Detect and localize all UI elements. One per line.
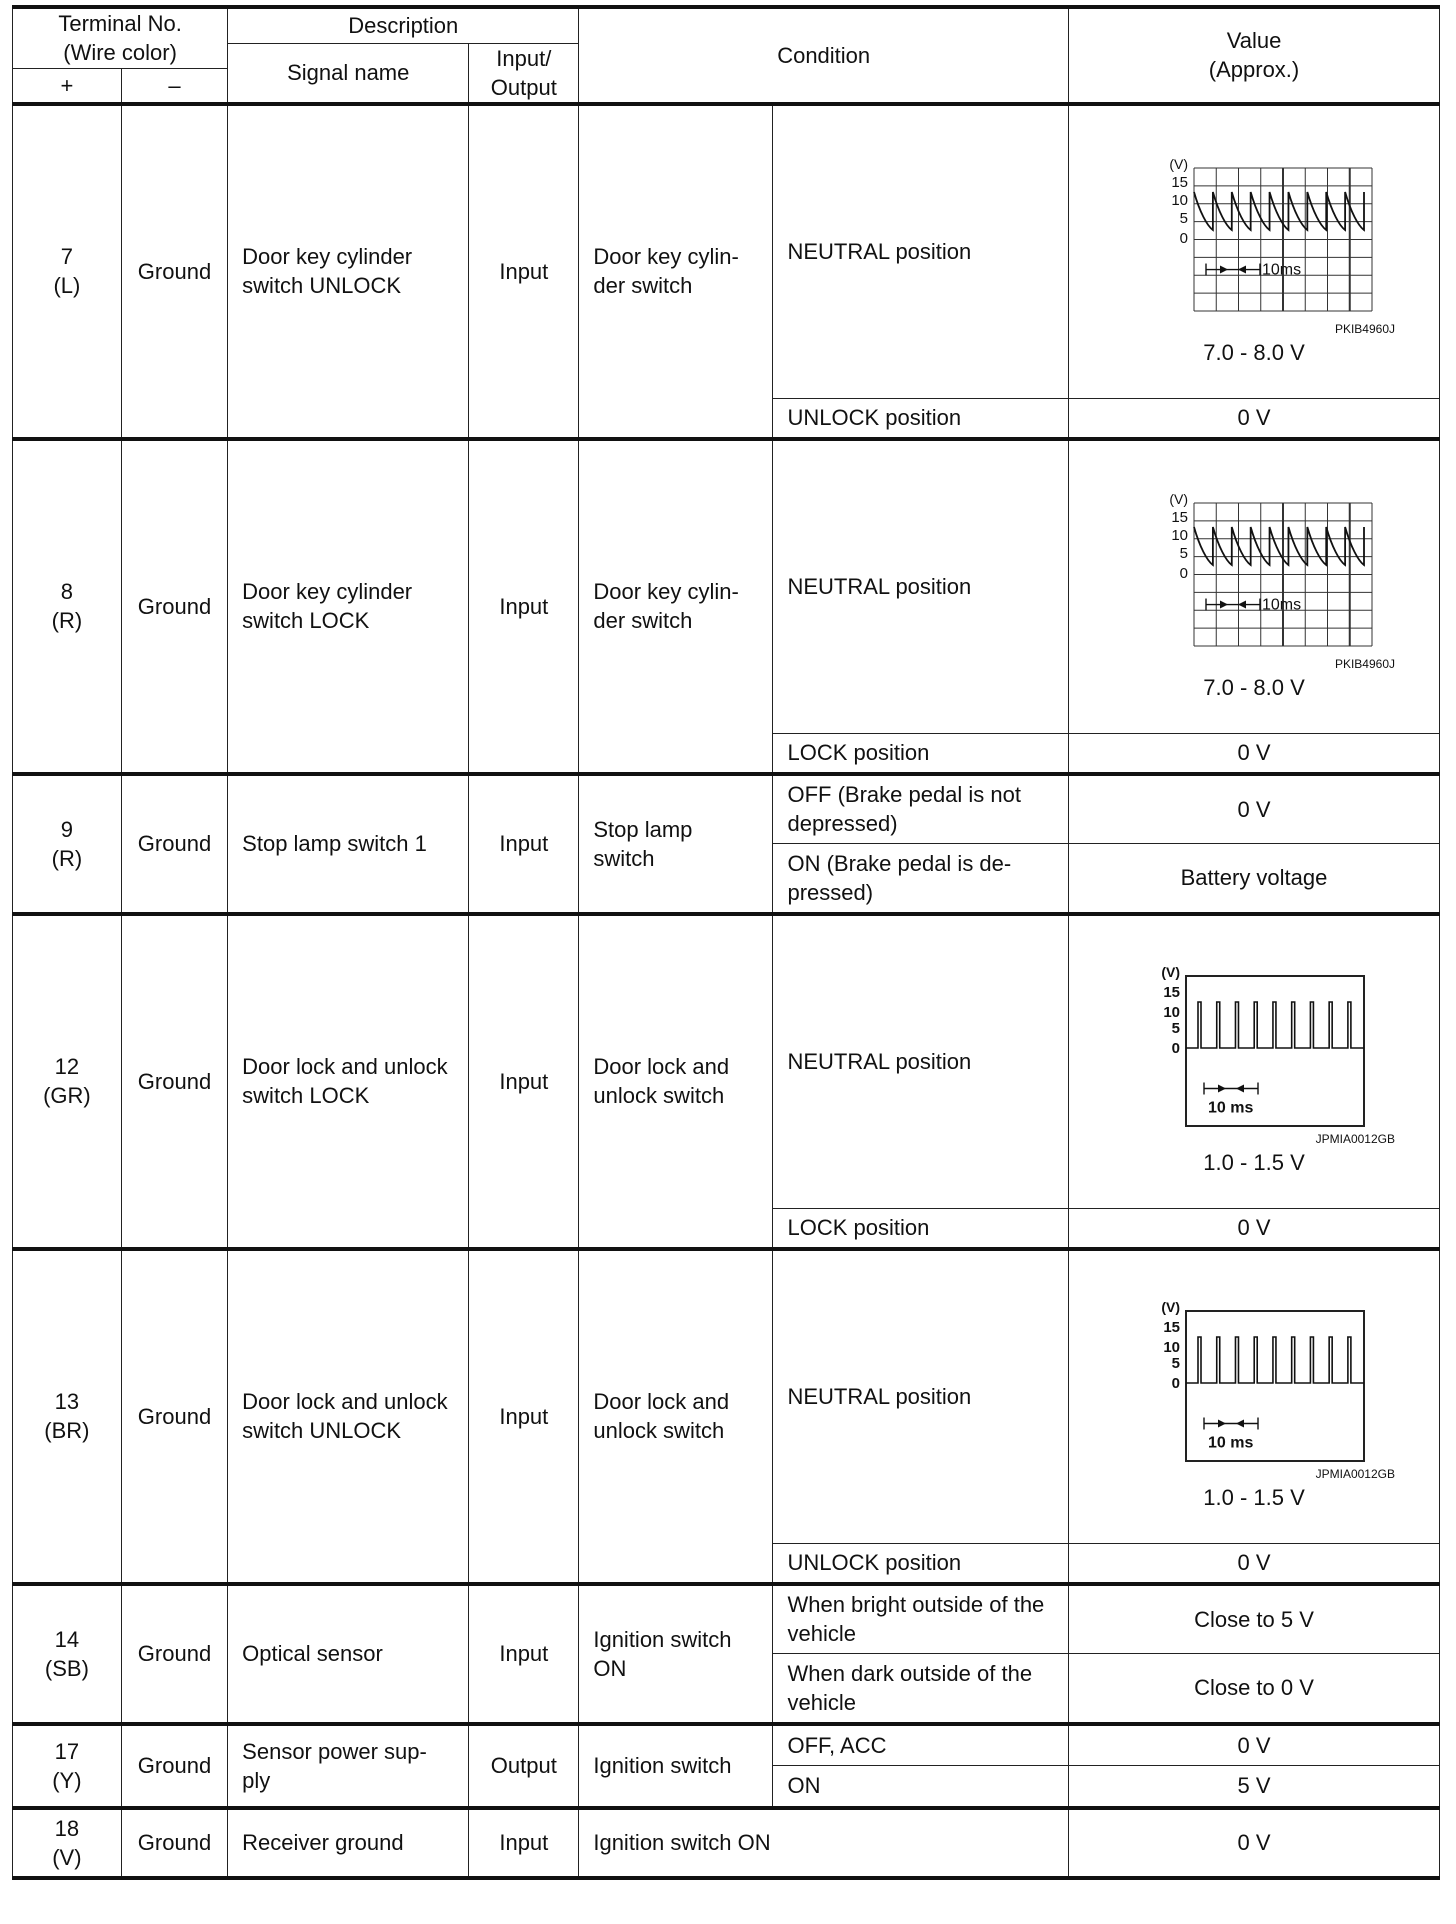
oscilloscope-waveform [1124, 1281, 1384, 1471]
scope-tick-label: 15 [1163, 1319, 1180, 1337]
sub-condition-cell: NEUTRAL position [773, 104, 1069, 399]
ground-cell: Ground [121, 914, 227, 1249]
sub-condition-cell: NEUTRAL position [773, 914, 1069, 1209]
value-cell: Close to 0 V [1069, 1654, 1440, 1724]
waveform-trace [1194, 527, 1364, 565]
value-text: 1.0 - 1.5 V [1203, 1150, 1305, 1176]
scope-tick-label: 0 [1171, 1040, 1180, 1058]
terminal-cell: 8 (R) [13, 439, 122, 774]
io-cell: Input [469, 1808, 579, 1878]
value-cell: 0 V [1069, 399, 1440, 439]
header-input-output: Input/ Output [469, 43, 579, 104]
table-row [13, 914, 1440, 1209]
scope-tick-label: (V) [1161, 964, 1180, 981]
sub-condition-cell: When bright outside of the vehicle [773, 1584, 1069, 1654]
terminal-spec-table [12, 5, 1440, 1880]
waveform-trace [1186, 1002, 1364, 1048]
waveform-trace [1194, 192, 1364, 230]
table-row [13, 104, 1440, 399]
signal-name-cell: Door lock and unlock switch UNLOCK [228, 1249, 469, 1584]
sub-condition-cell: OFF (Brake pedal is not depressed) [773, 774, 1069, 844]
value-cell [1069, 104, 1440, 399]
table-row [13, 774, 1440, 844]
value-text: 7.0 - 8.0 V [1203, 675, 1305, 701]
scope-tick-label: 15 [1171, 174, 1188, 192]
scope-time-label: 10 ms [1208, 1434, 1254, 1452]
sub-condition-cell: When dark outside of the vehicle [773, 1654, 1069, 1724]
scope-tick-label: 5 [1171, 1355, 1180, 1373]
oscilloscope-waveform [1124, 136, 1384, 326]
header-terminal-no: Terminal No. (Wire color) [13, 7, 228, 68]
scope-time-label: 10 ms [1208, 1099, 1254, 1117]
io-cell: Input [469, 774, 579, 914]
header-condition: Condition [579, 7, 1069, 104]
figure-code: JPMIA0012GB [1315, 1467, 1395, 1482]
header-description: Description [228, 7, 579, 43]
sub-condition-cell: ON (Brake pedal is de- pressed) [773, 844, 1069, 914]
value-cell [1069, 439, 1440, 734]
value-cell: 5 V [1069, 1766, 1440, 1808]
figure-code: JPMIA0012GB [1315, 1132, 1395, 1147]
signal-name-cell: Receiver ground [228, 1808, 469, 1878]
waveform-trace [1186, 1337, 1364, 1383]
scope-tick-label: 10 [1171, 192, 1188, 210]
ground-cell: Ground [121, 1808, 227, 1878]
header-value: Value (Approx.) [1069, 7, 1440, 104]
table-row [13, 1808, 1440, 1878]
signal-name-cell: Door key cylinder switch LOCK [228, 439, 469, 774]
scope-time-label: 10ms [1262, 596, 1302, 614]
condition-cell: Ignition switch ON [579, 1584, 773, 1724]
condition-cell: Door key cylin- der switch [579, 439, 773, 774]
condition-cell: Ignition switch ON [579, 1808, 1069, 1878]
value-cell [1069, 914, 1440, 1209]
table-row [13, 1249, 1440, 1544]
ground-cell: Ground [121, 774, 227, 914]
value-cell: 0 V [1069, 774, 1440, 844]
condition-cell: Stop lamp switch [579, 774, 773, 914]
io-cell: Input [469, 439, 579, 774]
io-cell: Input [469, 104, 579, 439]
scope-tick-label: 5 [1171, 1020, 1180, 1038]
terminal-cell: 17 (Y) [13, 1724, 122, 1808]
terminal-cell: 9 (R) [13, 774, 122, 914]
scope-tick-label: 0 [1179, 230, 1188, 248]
scope-tick-label: 5 [1179, 210, 1188, 228]
value-cell: 0 V [1069, 1209, 1440, 1249]
io-cell: Input [469, 1584, 579, 1724]
ground-cell: Ground [121, 104, 227, 439]
value-text: 1.0 - 1.5 V [1203, 1485, 1305, 1511]
header-signal-name: Signal name [228, 43, 469, 104]
oscilloscope-waveform [1124, 471, 1384, 661]
sub-condition-cell: NEUTRAL position [773, 1249, 1069, 1544]
signal-name-cell: Door key cylinder switch UNLOCK [228, 104, 469, 439]
scope-tick-label: (V) [1161, 1299, 1180, 1316]
scope-tick-label: (V) [1169, 491, 1188, 508]
scope-tick-label: (V) [1169, 156, 1188, 173]
value-text: 7.0 - 8.0 V [1203, 340, 1305, 366]
ground-cell: Ground [121, 439, 227, 774]
figure-code: PKIB4960J [1334, 322, 1395, 337]
signal-name-cell: Sensor power sup- ply [228, 1724, 469, 1808]
value-cell: 0 V [1069, 1808, 1440, 1878]
scope-tick-label: 10 [1171, 527, 1188, 545]
scope-time-label: 10ms [1262, 261, 1302, 279]
sub-condition-cell: LOCK position [773, 1209, 1069, 1249]
io-cell: Output [469, 1724, 579, 1808]
value-cell: Battery voltage [1069, 844, 1440, 914]
table-row [13, 1724, 1440, 1766]
ground-cell: Ground [121, 1724, 227, 1808]
ground-cell: Ground [121, 1249, 227, 1584]
sub-condition-cell: LOCK position [773, 734, 1069, 774]
scope-tick-label: 5 [1179, 545, 1188, 563]
condition-cell: Door lock and unlock switch [579, 914, 773, 1249]
value-cell [1069, 1249, 1440, 1544]
sub-condition-cell: ON [773, 1766, 1069, 1808]
scope-tick-label: 10 [1163, 1339, 1180, 1357]
terminal-cell: 18 (V) [13, 1808, 122, 1878]
condition-cell: Door key cylin- der switch [579, 104, 773, 439]
figure-code: PKIB4960J [1334, 657, 1395, 672]
terminal-cell: 14 (SB) [13, 1584, 122, 1724]
value-cell: 0 V [1069, 734, 1440, 774]
value-cell: Close to 5 V [1069, 1584, 1440, 1654]
value-cell: 0 V [1069, 1724, 1440, 1766]
scope-tick-label: 15 [1163, 984, 1180, 1002]
terminal-cell: 7 (L) [13, 104, 122, 439]
sub-condition-cell: OFF, ACC [773, 1724, 1069, 1766]
scope-tick-label: 0 [1171, 1375, 1180, 1393]
io-cell: Input [469, 914, 579, 1249]
condition-cell: Ignition switch [579, 1724, 773, 1808]
scope-tick-label: 10 [1163, 1004, 1180, 1022]
scope-tick-label: 15 [1171, 509, 1188, 527]
io-cell: Input [469, 1249, 579, 1584]
signal-name-cell: Door lock and unlock switch LOCK [228, 914, 469, 1249]
terminal-cell: 13 (BR) [13, 1249, 122, 1584]
sub-condition-cell: UNLOCK position [773, 1544, 1069, 1584]
sub-condition-cell: UNLOCK position [773, 399, 1069, 439]
ground-cell: Ground [121, 1584, 227, 1724]
signal-name-cell: Optical sensor [228, 1584, 469, 1724]
condition-cell: Door lock and unlock switch [579, 1249, 773, 1584]
table-row [13, 1584, 1440, 1654]
header-plus: + [13, 68, 122, 103]
terminal-cell: 12 (GR) [13, 914, 122, 1249]
sub-condition-cell: NEUTRAL position [773, 439, 1069, 734]
table-row [13, 439, 1440, 734]
oscilloscope-waveform [1124, 946, 1384, 1136]
value-cell: 0 V [1069, 1544, 1440, 1584]
header-minus: – [121, 68, 227, 103]
scope-tick-label: 0 [1179, 565, 1188, 583]
signal-name-cell: Stop lamp switch 1 [228, 774, 469, 914]
